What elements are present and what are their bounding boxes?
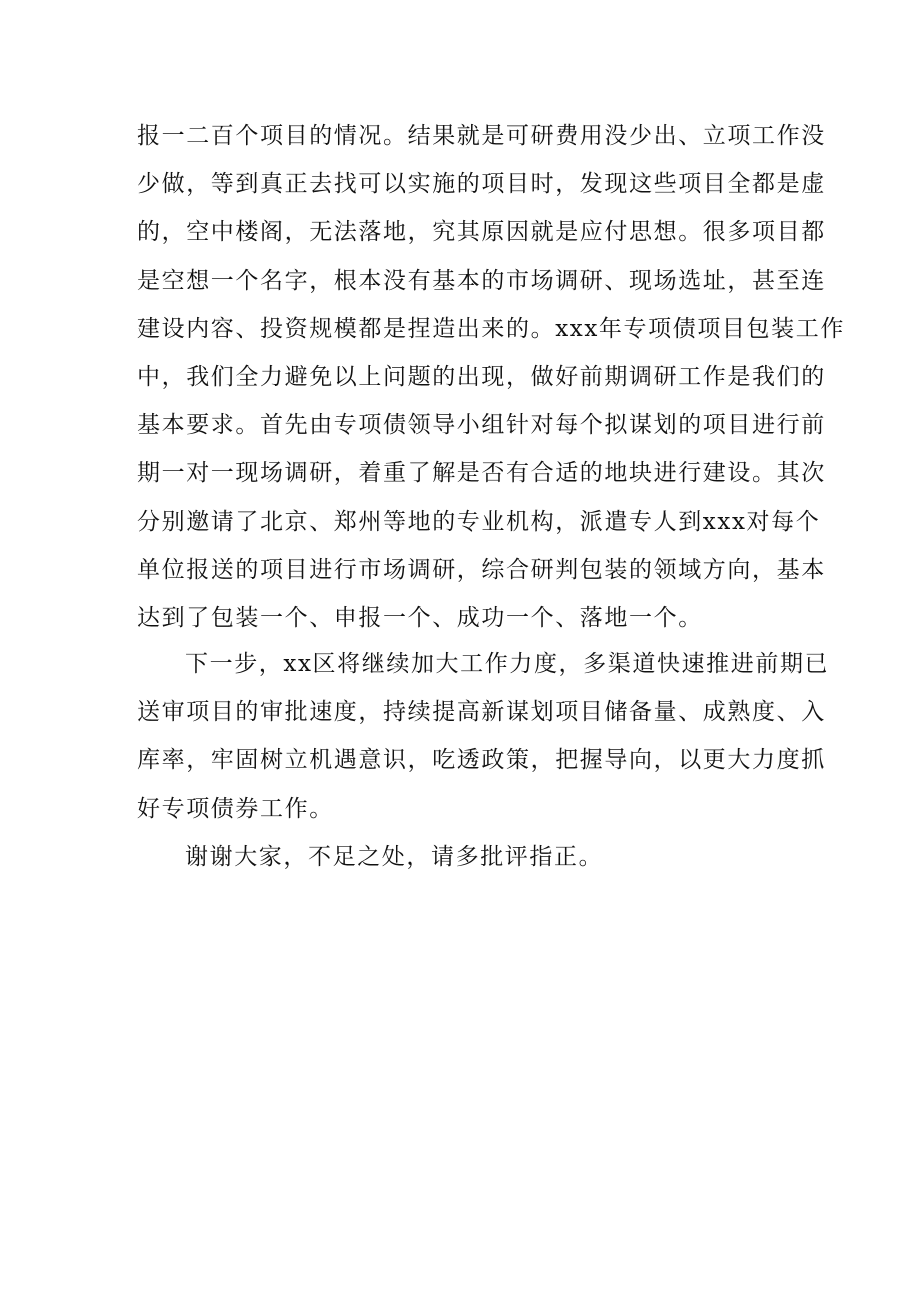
paragraph-line: 好专项债券工作。 [137, 795, 334, 822]
paragraph-line: 是空想一个名字，根本没有基本的市场调研、现场选址，甚至连 [137, 267, 826, 294]
paragraph-3 [137, 833, 787, 881]
paragraph-2 [137, 640, 830, 833]
paragraph-line: 库率，牢固树立机遇意识，吃透政策，把握导向，以更大力度抓 [137, 747, 826, 774]
paragraph-line: 达到了包装一个、申报一个、成功一个、落地一个。 [137, 604, 703, 631]
paragraph-line: 的，空中楼阁，无法落地，究其原因就是应付思想。很多项目都 [137, 219, 826, 246]
paragraph-line: 建设内容、投资规模都是捏造出来的。xxx年专项债项目包装工作 [137, 315, 845, 342]
paragraph-line: 谢谢大家，不足之处，请多批评指正。 [185, 844, 604, 870]
paragraph-line: 中，我们全力避免以上问题的出现，做好前期调研工作是我们的 [137, 363, 826, 390]
paragraph-line: 期一对一现场调研，着重了解是否有合适的地块进行建设。其次 [137, 460, 826, 487]
paragraph-line: 基本要求。首先由专项债领导小组针对每个拟谋划的项目进行前 [137, 412, 826, 439]
paragraph-line: 报一二百个项目的情况。结果就是可研费用没少出、立项工作没 [137, 123, 826, 149]
paragraph-line: 分别邀请了北京、郑州等地的专业机构，派遣专人到xxx对每个 [137, 508, 821, 535]
paragraph-line: 单位报送的项目进行市场调研，综合研判包装的领域方向，基本 [137, 556, 826, 583]
paragraph-line: 下一步，xx区将继续加大工作力度，多渠道快速推进前期已 [185, 651, 830, 677]
paragraph-line: 送审项目的审批速度，持续提高新谋划项目储备量、成熟度、入 [137, 699, 826, 726]
paragraph-1 [137, 112, 845, 642]
paragraph-line: 少做，等到真正去找可以实施的项目时，发现这些项目全都是虚 [137, 171, 826, 198]
